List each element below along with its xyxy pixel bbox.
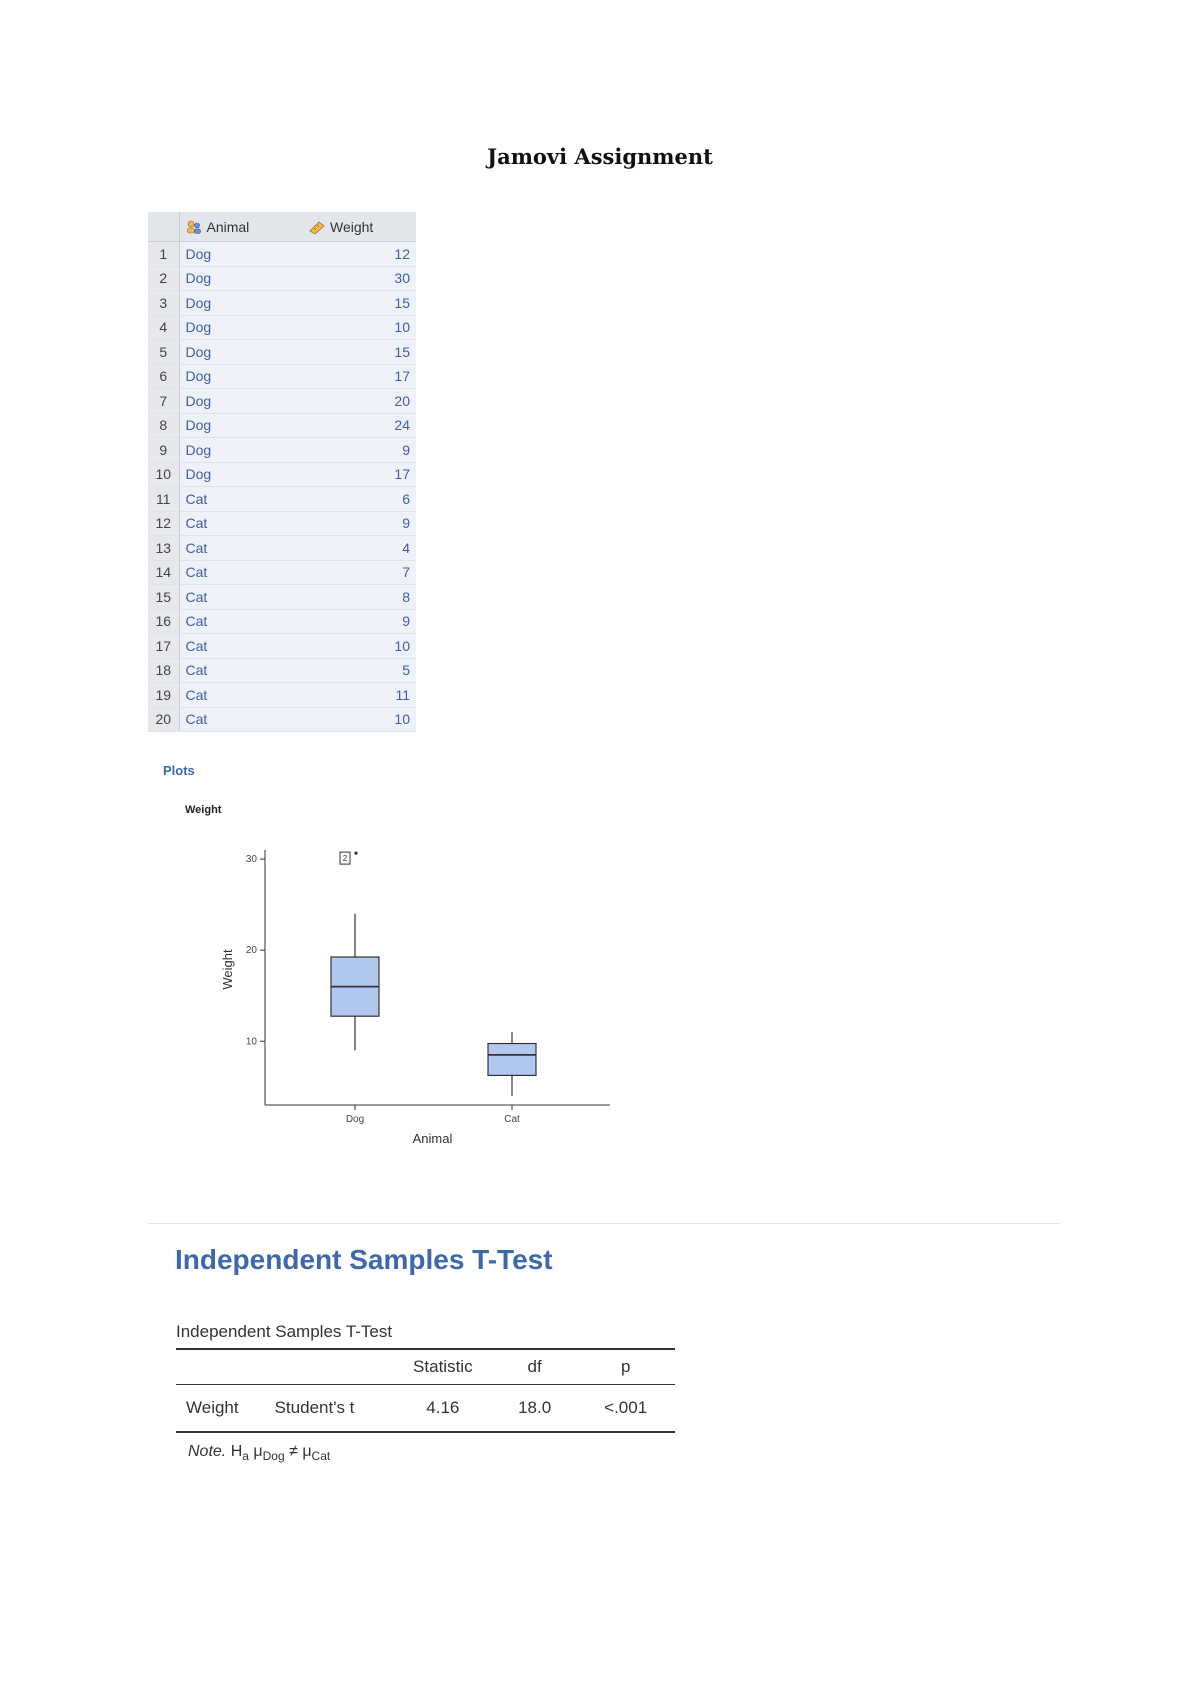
cell-animal[interactable]: Cat	[179, 487, 297, 512]
cell-animal[interactable]: Dog	[179, 413, 297, 438]
column-header-weight-label: Weight	[330, 218, 374, 235]
ttest-header-p: p	[620, 1357, 631, 1376]
row-number: 11	[148, 487, 179, 512]
cell-animal[interactable]: Dog	[179, 438, 297, 463]
row-number: 12	[148, 511, 179, 536]
cell-weight[interactable]: 15	[297, 291, 416, 316]
cell-animal[interactable]: Cat	[179, 560, 297, 585]
ttest-header-row	[176, 1349, 675, 1385]
y-tick-label: 10	[245, 1036, 257, 1048]
cell-weight[interactable]: 9	[297, 511, 416, 536]
cell-animal[interactable]: Cat	[179, 585, 297, 610]
row-number: 16	[148, 609, 179, 634]
ttest-table	[176, 1348, 675, 1433]
row-number: 13	[148, 536, 179, 561]
ttest-test-name: Student's t	[274, 1398, 355, 1417]
spreadsheet-row[interactable]	[148, 511, 416, 536]
row-number: 4	[148, 315, 179, 340]
cell-weight[interactable]: 15	[297, 340, 416, 365]
cell-weight[interactable]: 17	[297, 462, 416, 487]
cell-weight[interactable]: 7	[297, 560, 416, 585]
note-mu-2: μ	[302, 1443, 312, 1460]
row-number: 17	[148, 634, 179, 659]
ttest-p-value: <.001	[604, 1398, 648, 1417]
note-group-2: Cat	[311, 1449, 331, 1464]
spreadsheet-row[interactable]	[148, 707, 416, 732]
note-neq: ≠	[289, 1443, 298, 1460]
ttest-statistic-value: 4.16	[426, 1398, 460, 1417]
cell-animal[interactable]: Cat	[179, 511, 297, 536]
row-number: 9	[148, 438, 179, 463]
note-group-1: Dog	[262, 1449, 285, 1464]
row-number: 14	[148, 560, 179, 585]
cell-animal[interactable]: Dog	[179, 242, 297, 267]
cell-weight[interactable]: 30	[297, 266, 416, 291]
spreadsheet-row[interactable]	[148, 585, 416, 610]
x-tick-label: Cat	[504, 1114, 520, 1125]
spreadsheet-row[interactable]	[148, 560, 416, 585]
ttest-variable: Weight	[186, 1398, 239, 1417]
cell-animal[interactable]: Dog	[179, 291, 297, 316]
note-label: Note.	[188, 1443, 227, 1460]
column-header-animal[interactable]	[179, 212, 297, 242]
cell-animal[interactable]: Cat	[179, 658, 297, 683]
spreadsheet-row[interactable]	[148, 438, 416, 463]
spreadsheet-row[interactable]	[148, 609, 416, 634]
row-number-header	[148, 212, 179, 242]
spreadsheet-row[interactable]	[148, 413, 416, 438]
document-title: Jamovi Assignment	[487, 144, 713, 169]
ttest-header-df: df	[527, 1357, 542, 1376]
cell-weight[interactable]: 10	[297, 707, 416, 732]
cell-weight[interactable]: 12	[297, 242, 416, 267]
plot-title: Weight	[185, 804, 222, 816]
row-number: 1	[148, 242, 179, 267]
spreadsheet-row[interactable]	[148, 487, 416, 512]
row-number: 8	[148, 413, 179, 438]
ttest-df-value: 18.0	[518, 1398, 552, 1417]
section-divider	[148, 1223, 1060, 1224]
spreadsheet-header-row	[148, 212, 416, 242]
cell-animal[interactable]: Cat	[179, 609, 297, 634]
spreadsheet-row[interactable]	[148, 683, 416, 708]
column-header-animal-label: Animal	[206, 218, 250, 235]
spreadsheet-row[interactable]	[148, 291, 416, 316]
row-number: 7	[148, 389, 179, 414]
x-axis-title: Animal	[412, 1131, 453, 1146]
cell-weight[interactable]: 5	[297, 658, 416, 683]
row-number: 2	[148, 266, 179, 291]
spreadsheet-row[interactable]	[148, 266, 416, 291]
cell-animal[interactable]: Dog	[179, 315, 297, 340]
row-number: 6	[148, 364, 179, 389]
cell-weight[interactable]: 11	[297, 683, 416, 708]
cell-animal[interactable]: Dog	[179, 266, 297, 291]
ttest-result-row	[176, 1385, 675, 1433]
row-number: 19	[148, 683, 179, 708]
cell-weight[interactable]: 6	[297, 487, 416, 512]
cell-animal[interactable]: Dog	[179, 364, 297, 389]
note-h-sub: a	[242, 1449, 249, 1464]
cell-weight[interactable]: 9	[297, 609, 416, 634]
cell-animal[interactable]: Cat	[179, 536, 297, 561]
cell-weight[interactable]: 8	[297, 585, 416, 610]
box-cat	[488, 1044, 536, 1076]
y-tick-label: 30	[245, 854, 257, 866]
cell-weight[interactable]: 9	[297, 438, 416, 463]
cell-animal[interactable]: Dog	[179, 462, 297, 487]
note-h: H	[230, 1443, 243, 1460]
cell-animal[interactable]: Cat	[179, 707, 297, 732]
spreadsheet-row[interactable]	[148, 315, 416, 340]
cell-weight[interactable]: 10	[297, 634, 416, 659]
data-spreadsheet	[148, 212, 416, 732]
continuous-variable-icon	[309, 220, 325, 234]
cell-weight[interactable]: 20	[297, 389, 416, 414]
ttest-note	[188, 1443, 330, 1463]
outlier-point	[354, 852, 357, 855]
ttest-header-blank	[176, 1349, 265, 1385]
spreadsheet-row[interactable]	[148, 340, 416, 365]
row-number: 5	[148, 340, 179, 365]
y-tick-label: 20	[245, 945, 257, 957]
note-mu-1: μ	[253, 1443, 263, 1460]
cell-weight[interactable]: 17	[297, 364, 416, 389]
ttest-heading: Independent Samples T-Test	[175, 1244, 553, 1275]
column-header-weight[interactable]	[297, 212, 416, 242]
spreadsheet-row[interactable]	[148, 536, 416, 561]
ttest-header-statistic: Statistic	[413, 1357, 473, 1376]
row-number: 20	[148, 707, 179, 732]
spreadsheet-row[interactable]	[148, 389, 416, 414]
cell-animal[interactable]: Dog	[179, 389, 297, 414]
ttest-header-blank	[265, 1349, 393, 1385]
spreadsheet-row[interactable]	[148, 242, 416, 267]
row-number: 10	[148, 462, 179, 487]
cell-weight[interactable]: 24	[297, 413, 416, 438]
spreadsheet-row[interactable]	[148, 658, 416, 683]
cell-weight[interactable]: 4	[297, 536, 416, 561]
row-number: 3	[148, 291, 179, 316]
ttest-table-caption: Independent Samples T-Test	[176, 1322, 393, 1341]
row-number: 18	[148, 658, 179, 683]
x-tick-label: Dog	[345, 1114, 365, 1125]
spreadsheet-row[interactable]	[148, 634, 416, 659]
cell-animal[interactable]: Cat	[179, 683, 297, 708]
spreadsheet-row[interactable]	[148, 364, 416, 389]
row-number: 15	[148, 585, 179, 610]
nominal-variable-icon	[186, 220, 202, 234]
weight-boxplot	[200, 840, 620, 1150]
cell-animal[interactable]: Dog	[179, 340, 297, 365]
plots-heading: Plots	[163, 763, 195, 778]
outlier-label: 2	[342, 854, 348, 864]
spreadsheet-row[interactable]	[148, 462, 416, 487]
cell-weight[interactable]: 10	[297, 315, 416, 340]
cell-animal[interactable]: Cat	[179, 634, 297, 659]
y-axis-title: Weight	[220, 949, 235, 990]
